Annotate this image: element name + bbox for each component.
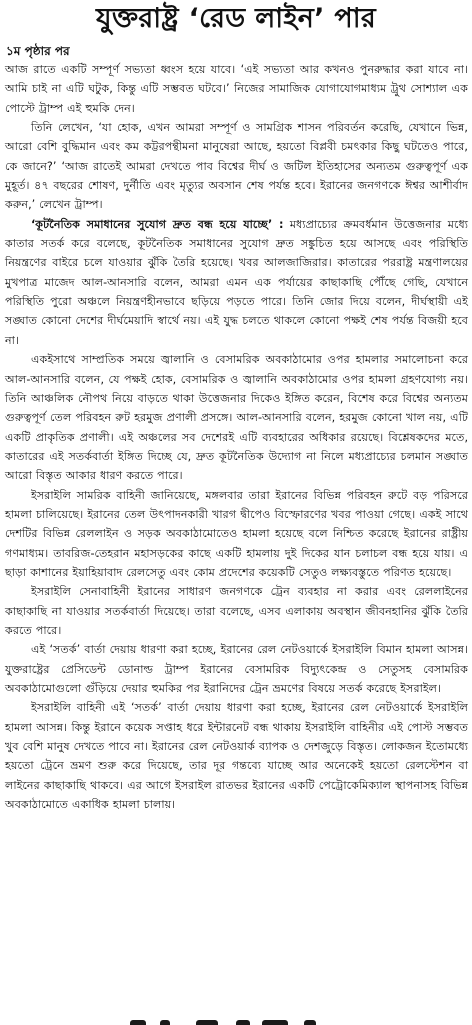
paragraph-8 [5, 698, 468, 814]
paragraph-2 [5, 118, 468, 215]
next-headline-cut-off [0, 1016, 472, 1025]
article-body [5, 42, 468, 814]
paragraph-text: ইসরাইলি সামরিক বাহিনী জানিয়েছে, মঙ্গলবার তারা ইরানের বিভিন্ন পরিবহন রুটে বড় পরিসরে হামলা চালিয়েছে। ইরানের তেল উৎপাদনকারী খারগ দ্বীপেও বিস্ফোরণের খবর পাওয়া গেছে। একই সাথে দেশটির বিভিন্ন রেললাইন ও সড়ক অবকাঠামোতেও হামলা হয়েছে বলে নিশ্চিত করেছে ইরানের রাষ্ট্রীয় গণমাধ্যম। তাবরিজ-তেহরান মহাসড়কের কাছে একটি হামলায় দুই দিকের যান চলাচল বন্ধ হয়ে যায়। এ ছাড়া কাশানের ইয়াহিয়াবাদ রেলসেতু এবং কোম প্রদেশের কয়েকটি সেতুও লক্ষ্যবস্তুতে পরিণত হয়েছে। [5, 488, 468, 579]
paragraph-text: আজ রাতে একটি সম্পূর্ণ সভ্যতা ধ্বংস হয়ে যাবে। ‘এই সভ্যতা আর কখনও পুনরুদ্ধার করা যাবে না। আমি চাই না এটি ঘটুক, কিন্তু এটি সম্ভবত ঘটবে।’ নিজের সামাজিক যোগাযোগমাধ্যম ট্রুথ সোশ্যাল এক পোস্টে ট্রাম্প এই হুমকি দেন। [5, 63, 468, 115]
headline: যুক্তরাষ্ট্র ‘রেড লাইন’ পার [96, 3, 376, 34]
subheading-lead: ‘কূটনৈতিক সমাধানের সুযোগ দ্রুত বন্ধ হয়ে যাচ্ছে’ : [31, 217, 284, 231]
paragraph-text: তিনি লেখেন, ‘যা হোক, এখন আমরা সম্পূর্ণ ও সামগ্রিক শাসন পরিবর্তন করেছি, যেখানে ভিন্ন, আরো বেশি বুদ্ধিমান এবং কম কট্টরপন্থীমনা মানুষেরা আছে, হয়তো বিপ্লবী চমৎকার কিছু ঘটতেও পারে, কে জানে?’ ‘আজ রাতেই আমরা দেখতে পাব বিশ্বের দীর্ঘ ও জটিল ইতিহাসের অন্যতম গুরুত্বপূর্ণ এক মুহূর্ত। ৪৭ বছরের শোষণ, দুর্নীতি এবং মৃত্যুর অবসান শেষ পর্যন্ত হবে। ইরানের জনগণকে ঈশ্বর আশীর্বাদ করুন,’ লেখেন ট্রাম্প। [5, 121, 468, 212]
paragraph-text: ইসরাইলি সেনাবাহিনী ইরানের সাধারণ জনগণকে ট্রেন ব্যবহার না করার এবং রেললাইনের কাছাকাছি না যাওয়ার সতর্কবার্তা দিয়েছে। তারা বলেছে, এসব এলাকায় অবস্থান জীবনহানির ঝুঁকি তৈরি করতে পারে। [5, 585, 468, 637]
paragraph-6 [5, 582, 468, 640]
paragraph-text: মধ্যপ্রাচ্যের ক্রমবর্ধমান উত্তেজনার মধ্যে কাতার সতর্ক করে বলেছে, কূটনৈতিক সমাধানের সুযোগ দ্রুত সঙ্কুচিত হয়ে আসছে এবং পরিস্থিতি নিয়ন্ত্রণের বাইরে চলে যাওয়ার ঝুঁকি তৈরি হয়েছে। খবর আলজাজিরার। কাতারের পররাষ্ট্র মন্ত্রণালয়ের মুখপাত্র মাজেদ আল-আনসারি বলেন, আমরা এমন এক পর্যায়ের কাছাকাছি পৌঁছে গেছি, যেখানে পরিস্থিতি পুরো অঞ্চলে নিয়ন্ত্রণহীনভাবে ছড়িয়ে পড়তে পারে। তিনি জোর দিয়ে বলেন, দীর্ঘস্থায়ী এই সঙ্ঘাত কোনো দেশের দীর্ঘমেয়াদি স্বার্থে নয়। এই যুদ্ধ চলতে থাকলে কোনো পক্ষই শেষ পর্যন্ত বিজয়ী হবে না। [5, 217, 468, 347]
paragraph-text: এই ‘সতর্ক’ বার্তা দেয়ায় ধারণা করা হচ্ছে, ইরানের রেল নেটওয়ার্কে ইসরাইলি বিমান হামলা আসন্ন। যুক্তরাষ্ট্রের প্রেসিডেন্ট ডোনাল্ড ট্রাম্প ইরানের বেসামরিক বিদ্যুৎকেন্দ্র ও সেতুসহ বেসামরিক অবকাঠামোগুলো গুঁড়িয়ে দেয়ার হুমকির পর ইরানিদের ট্রেন ভ্রমণের বিষয়ে সতর্ক করেছে ইসরাইল। [5, 643, 468, 695]
paragraph-7 [5, 640, 468, 698]
paragraph-1 [5, 60, 468, 118]
continuation-note: ১ম পৃষ্ঠার পর [6, 44, 70, 58]
paragraph-4 [5, 350, 468, 485]
paragraph-5 [5, 486, 468, 583]
paragraph-text: একইসাথে সাম্প্রতিক সময়ে জ্বালানি ও বেসামরিক অবকাঠামোর ওপর হামলার সমালোচনা করে আল-আনসারি বলেন, যে পক্ষই হোক, বেসামরিক ও জ্বালানি অবকাঠামোর ওপর হামলা গ্রহণযোগ্য নয়। তিনি আঞ্চলিক নৌপথ নিয়ে বাড়তে থাকা উত্তেজনার দিকেও ইঙ্গিত করেন, বিশেষ করে বিশ্বের অন্যতম গুরুত্বপূর্ণ তেল পরিবহন রুট হরমুজ প্রণালী প্রসঙ্গে। আল-আনসারি বলেন, হরমুজ কোনো খাল নয়, এটি একটি প্রাকৃতিক প্রণালী। এই অঞ্চলের সব দেশেরই এটি ব্যবহারের অধিকার রয়েছে। বিশ্লেষকদের মতে, কাতারের এই সতর্কবার্তা ইঙ্গিত দিচ্ছে যে, দ্রুত কূটনৈতিক উদ্যোগ না নিলে মধ্যপ্রাচ্যের চলমান সঙ্ঘাত আরো বিস্তৃত আকার ধারণ করতে পারে। [5, 353, 468, 483]
paragraph-3 [5, 215, 468, 350]
paragraph-text: ইসরাইলি বাহিনী এই ‘সতর্ক’ বার্তা দেয়ায় ধারণা করা হচ্ছে, ইরানের রেল নেটওয়ার্কে ইসরাইলি হামলা আসন্ন। কিন্তু ইরানে কয়েক সপ্তাহ ধরে ইন্টারনেট বন্ধ থাকায় ইসরাইলি বাহিনীর এই পোস্ট সম্ভবত খুব বেশি মানুষ দেখতে পাবে না। ইরানের রেল নেটওয়ার্ক ব্যাপক ও দেশজুড়ে বিস্তৃত। লোকজন ইতোমধ্যে হয়তো ট্রেনে ভ্রমণ শুরু করে দিয়েছে, তার দূর গন্তব্যে যাচ্ছে আর অনেকেই হয়তো রেলস্টেশন বা লাইনের কাছাকাছি থাকবে। এর আগে ইসরাইল রাতভর ইরানের একটি পেট্রোকেমিক্যাল স্থাপনাসহ বিভিন্ন অবকাঠামোতে একাধিক হামলা চালায়। [5, 701, 468, 812]
